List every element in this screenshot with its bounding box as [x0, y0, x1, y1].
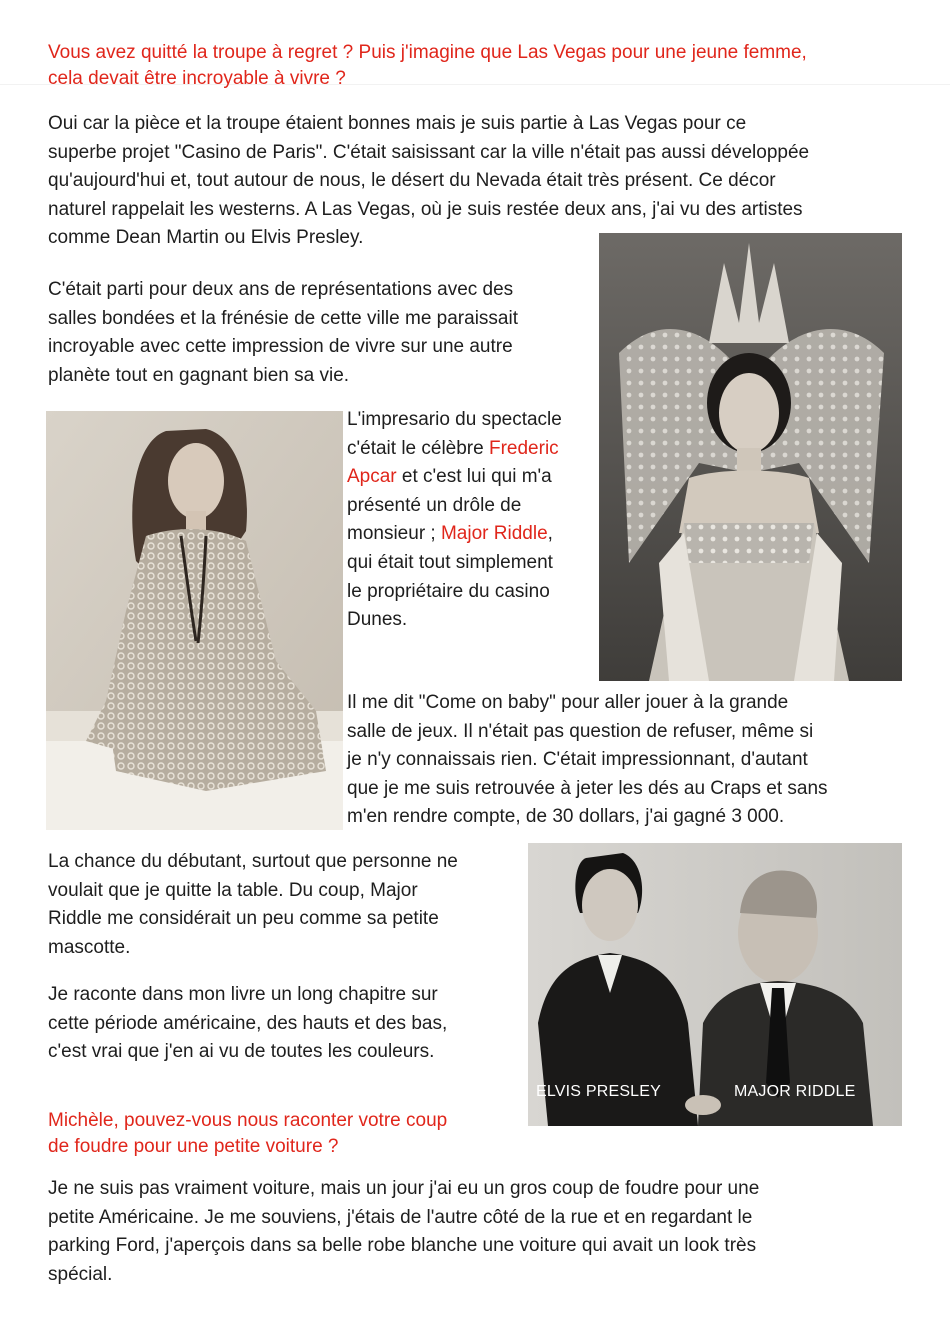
paragraph-5-line: mascotte. [48, 936, 131, 958]
paragraph-3-line: présenté un drôle de [347, 494, 522, 516]
question-1 [48, 40, 807, 92]
paragraph-1-line: naturel rappelait les westerns. A Las Vegas, où je suis restée deux ans, j'ai vu des artistes [48, 198, 803, 220]
paragraph-1-line: qu'aujourd'hui et, tout autour de nous, le désert du Nevada était très présent. Ce décor [48, 170, 776, 192]
paragraph-1-line: superbe projet "Casino de Paris". C'était saisissant car la ville n'était pas aussi développée [48, 141, 810, 163]
paragraph-4 [347, 689, 828, 832]
paragraph-7-line: Je ne suis pas vraiment voiture, mais un jour j'ai eu un gros coup de foudre pour une [48, 1178, 760, 1199]
paragraph-1-line: Oui car la pièce et la troupe étaient bonnes mais je suis partie à Las Vegas pour ce [48, 113, 747, 134]
paragraph-3-line: et c'est lui qui m'a [396, 466, 552, 488]
paragraph-2-line: C'était parti pour deux ans de représentations avec des [48, 279, 514, 300]
paragraph-2 [48, 276, 518, 390]
question-2-line-2: de foudre pour une petite voiture ? [48, 1136, 339, 1157]
paragraph-5-line: Riddle me considérait un peu comme sa petite [48, 908, 439, 930]
paragraph-3-line: le propriétaire du casino [347, 580, 550, 602]
paragraph-1-line: comme Dean Martin ou Elvis Presley. [48, 227, 364, 249]
paragraph-2-line: incroyable avec cette impression de vivre sur une autre [48, 336, 513, 358]
paragraph-3-line: Dunes. [347, 609, 408, 631]
major-riddle-name: Major Riddle [440, 523, 548, 545]
paragraph-6-line: cette période américaine, des hauts et des bas, [48, 1012, 448, 1034]
paragraph-3-line: c'était le célèbre [347, 437, 489, 459]
paragraph-7 [48, 1175, 759, 1289]
paragraph-4-line: que je me suis retrouvée à jeter les dés au Craps et sans [347, 777, 828, 799]
paragraph-2-line: planète tout en gagnant bien sa vie. [48, 364, 350, 386]
paragraph-4-line: je n'y connaissais rien. C'était impressionnant, d'autant [347, 749, 808, 771]
paragraph-6 [48, 981, 447, 1067]
knit-dress-portrait-photo [46, 411, 343, 830]
paragraph-2-line: salles bondées et la frénésie de cette ville me paraissait [48, 307, 518, 329]
paragraph-7-line: spécial. [48, 1263, 113, 1285]
comma: , [547, 523, 553, 545]
paragraph-4-line: m'en rendre compte, de 30 dollars, j'ai gagné 3 000. [347, 806, 785, 828]
paragraph-5 [48, 848, 458, 962]
paragraph-5-line: La chance du débutant, surtout que personne ne [48, 851, 458, 872]
question-2-line-1: Michèle, pouvez-vous nous raconter votre coup [48, 1110, 448, 1131]
question-1-line-1: Vous avez quitté la troupe à regret ? Puis j'imagine que Las Vegas pour une jeune femme, [48, 42, 807, 63]
question-1-line-2: cela devait être incroyable à vivre ? [48, 68, 346, 89]
paragraph-5-line: voulait que je quitte la table. Du coup, Major [48, 879, 418, 901]
paragraph-6-line: Je raconte dans mon livre un long chapitre sur [48, 984, 438, 1005]
showgirl-headdress-photo [599, 233, 902, 681]
frederic-name: Frederic [488, 437, 559, 459]
elvis-and-riddle-photo [528, 843, 902, 1126]
caption-riddle: MAJOR RIDDLE [734, 1083, 856, 1100]
paragraph-7-line: petite Américaine. Je me souviens, j'étais de l'autre côté de la rue et en regardant le [48, 1206, 753, 1228]
paragraph-1 [48, 110, 809, 253]
paragraph-6-line: c'est vrai que j'en ai vu de toutes les couleurs. [48, 1041, 435, 1063]
paragraph-4-line: Il me dit "Come on baby" pour aller jouer à la grande [347, 692, 789, 713]
paragraph-3-line: monsieur ; [347, 523, 441, 545]
paragraph-7-line: parking Ford, j'aperçois dans sa belle robe blanche une voiture qui avait un look très [48, 1235, 757, 1257]
apcar-name: Apcar [347, 466, 397, 488]
paragraph-3-line: qui était tout simplement [347, 551, 553, 573]
question-2 [48, 1108, 447, 1160]
paragraph-4-line: salle de jeux. Il n'était pas question de refuser, même si [347, 720, 814, 742]
paragraph-3 [347, 406, 562, 635]
caption-elvis: ELVIS PRESLEY [536, 1083, 662, 1100]
paragraph-3-line: L'impresario du spectacle [347, 409, 562, 430]
